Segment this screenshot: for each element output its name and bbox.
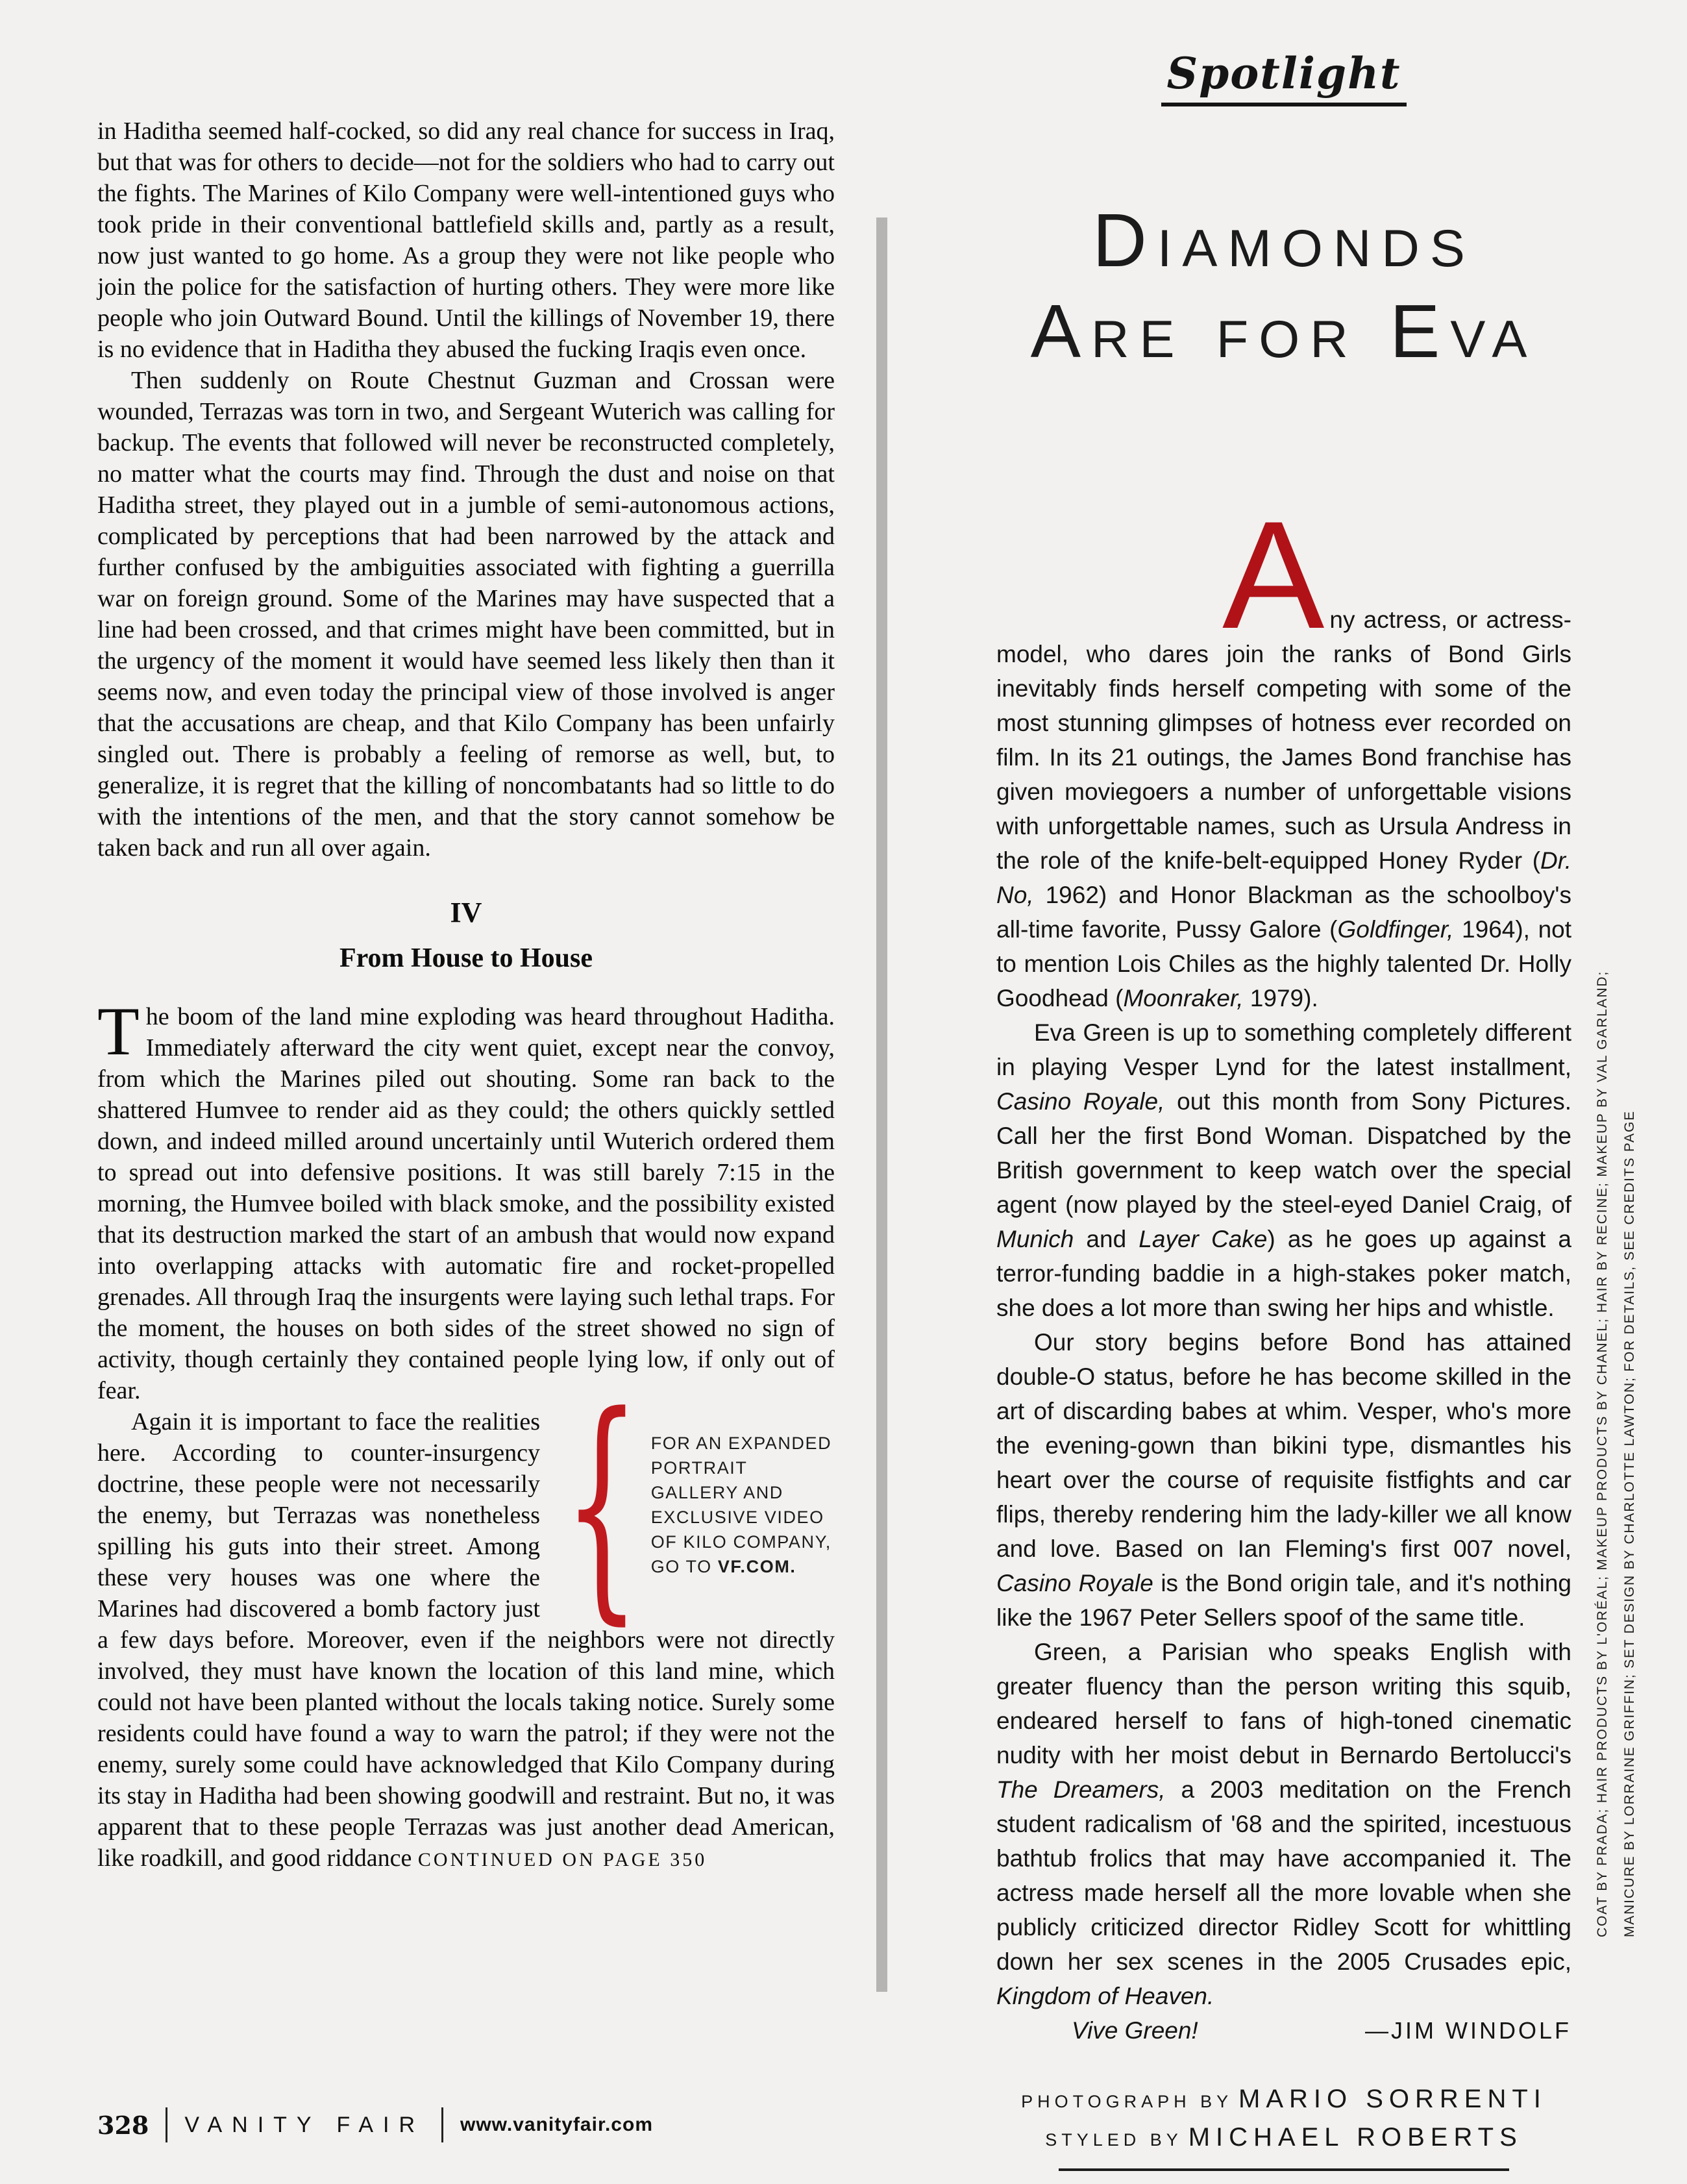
dropcap-t: T: [97, 993, 140, 1069]
title-line-1: Diamonds: [1092, 198, 1475, 282]
brace-icon: {: [563, 1364, 641, 1645]
spotlight-script-logo: Spotlight: [1161, 48, 1406, 106]
spotlight-title: [970, 195, 1597, 377]
vertical-credits-line-2: MANICURE BY LORRAINE GRIFFIN; SET DESIGN BY CHARLOTTE LAWTON; FOR DETAILS, SEE CREDITS PAGE: [1622, 1110, 1637, 1937]
footer-divider: [166, 2107, 167, 2142]
section-number: IV: [450, 897, 482, 928]
signoff: Vive Green!: [1072, 2017, 1198, 2044]
spotlight-section-header: [996, 48, 1571, 106]
dropcap-a: A: [1222, 490, 1325, 661]
footer-divider: [441, 2107, 443, 2142]
vertical-credits: [1589, 970, 1644, 1937]
column-divider-rule: [876, 217, 887, 1992]
vfcom-link[interactable]: VF.COM.: [717, 1557, 796, 1576]
website-url[interactable]: www.vanityfair.com: [460, 2114, 653, 2135]
article-column: [97, 116, 835, 1876]
section-title: From House to House: [339, 943, 593, 973]
article-paragraph: Then suddenly on Route Chestnut Guzman and Crossan were wounded, Terrazas was torn in two, and Sergeant Wuterich was calling for backup. The events that followed will never be reconstructed completely, no matter what the courts may find. Through the dust and noise on that Haditha street, they played out in a jumble of semi-autonomous actions, complicated by perceptions that had been narrowed by the attack and further confused by the ambiguities associated with fighting a guerrilla war on foreign ground. Some of the Marines may have suspected that a line had been crossed, and that crimes might have been committed, but in the urgency of the moment it would have seemed less likely then than it seems now, and even today the principal view of those involved is anger that the accusations are cheap, and that Kilo Company has been unfairly singled out. There is probably a feeling of remorse as well, but, to generalize, it is regret that the killing of noncombatants had so little to do with the intentions of the men, and that the story cannot somehow be taken back and run all over again.: [97, 367, 835, 862]
article-paragraph: The boom of the land mine exploding was heard throughout Haditha. Immediately afterward the city went quiet, except near the convoy, from which the Marines piled out shouting. Some ran back to the shattered Humvee to render aid as they could; the others quickly settled down, and indeed milled around uncertainly until Wuterich ordered them to spread out into defensive positions. It was still barely 7:15 in the morning, the Humvee boiled with black smoke, and the possibility existed that its destruction marked the start of an ambush that would now expand into overlapping attacks with automatic fire and rocket-propelled grenades. All through Iraq the insurgents were laying such lethal traps. For the moment, the houses on both sides of the street showed no sign of activity, though certainly they contained people lying low, if only out of fear.: [97, 993, 835, 1404]
byline: —JIM WINDOLF: [1365, 2017, 1571, 2044]
article-paragraph: { FOR AN EXPANDED PORTRAIT GALLERY AND EXCLUSIVE VIDEO OF KILO COMPANY, GO TO VF.COM. Again it is important to face the realities here. According to counter-insurgency doctrine, these people were not necessarily the enemy, but Terrazas was nonetheless spilling his guts into their street. Among these very houses was one where the Marines had discovered a bomb factory just a few days before. Moreover, even if the neighbors were not directly involved, they must have known the location of this land mine, which could not have been planted without the locals taking notice. Surely some residents could have found a way to warn the patrol; if they were not the enemy, surely some could have acknowledged that Kilo Company during its stay in Haditha had been showing goodwill and restraint. But no, it was apparent that to these people Terrazas was just another dead American, like roadkill, and good riddance CONTINUED ON PAGE 350: [97, 1364, 835, 1872]
stylist-credit-line: STYLED BY MICHAEL ROBERTS: [1045, 2123, 1523, 2152]
spotlight-paragraph: Eva Green is up to something completely different in playing Vesper Lynd for the latest installment, Casino Royale, out this month from Sony Pictures. Call her the first Bond Woman. Dispatched by the British government to keep watch over the special agent (now played by the steel-eyed Daniel Craig, of Munich and Layer Cake) as he goes up against a terror-funding baddie in a high-stakes poker match, she does a lot more than swing her hips and whistle.: [996, 1019, 1572, 1321]
title-line-2: Are for Eva: [1030, 289, 1538, 373]
callout-text: FOR AN EXPANDED PORTRAIT GALLERY AND EXCLUSIVE VIDEO OF KILO COMPANY, GO TO VF.COM.: [650, 1433, 832, 1576]
signoff-row: [996, 2013, 1571, 2048]
spotlight-paragraph: Any actress, or actress-model, who dares join the ranks of Bond Girls inevitably finds herself competing with some of the most stunning glimpses of hotness ever recorded on film. In its 21 outings, the James Bond franchise has given moviegoers a number of unforgettable visions with unforgettable names, such as Ursula Andress in the role of the knife-belt-equipped Honey Ryder (Dr. No, 1962) and Honor Blackman as the schoolboy's all-time favorite, Pussy Galore (Goldfinger, 1964), not to mention Lois Chiles as the highly talented Dr. Holly Goodhead (Moonraker, 1979).: [996, 490, 1572, 1011]
vf-callout: [557, 1364, 835, 1645]
spotlight-column: [996, 490, 1572, 2048]
photo-credit-block: [996, 2083, 1571, 2171]
page-footer: [97, 2107, 653, 2142]
page-number: 328: [97, 2110, 149, 2140]
vertical-credits-line-1: COAT BY PRADA; HAIR PRODUCTS BY L'ORÉAL; MAKEUP PRODUCTS BY CHANEL; HAIR BY RECINE; MAKEUP BY VAL GARLAND;: [1595, 970, 1610, 1937]
continued-note: CONTINUED ON PAGE 350: [417, 1849, 708, 1870]
photo-credit-line: PHOTOGRAPH BY MARIO SORRENTI: [1021, 2085, 1547, 2113]
spotlight-paragraph: Green, a Parisian who speaks English with greater fluency than the person writing this squib, endeared herself to fans of high-toned cinematic nudity with her moist debut in Bernardo Bertolucci's The Dreamers, a 2003 meditation on the French student radicalism of '68 and the spirited, incestuous bathtub frolics that may have accompanied it. The actress made herself all the more lovable when she publicly criticized director Ridley Scott for whittling down her sex scenes in the 2005 Crusades epic, Kingdom of Heaven.: [996, 1639, 1571, 2009]
spotlight-paragraph: Our story begins before Bond has attained double-O status, before he has become skilled in the art of discarding babes at whim. Vesper, who's more the evening-gown than bikini type, dismantles his heart over the course of requisite fistfights and car flips, thereby rendering him the lady-killer we all know and love. Based on Ian Fleming's first 007 novel, Casino Royale is the Bond origin tale, and it's nothing like the 1967 Peter Sellers spoof of the same title.: [996, 1329, 1571, 1631]
photo-credit-rule: [1059, 2168, 1509, 2171]
magazine-name: VANITY FAIR: [184, 2112, 425, 2137]
article-paragraph: in Haditha seemed half-cocked, so did any real chance for success in Iraq, but that was for others to decide—not for the soldiers who had to carry out the fights. The Marines of Kilo Company were well-intentioned guys who took pride in their conventional battlefield skills and, partly as a result, now just wanted to go home. As a group they were not like people who join the police for the satisfaction of hurting others. They were more like people who join Outward Bound. Until the killings of November 19, there is no evidence that in Haditha they abused the fucking Iraqis even once.: [97, 118, 835, 363]
